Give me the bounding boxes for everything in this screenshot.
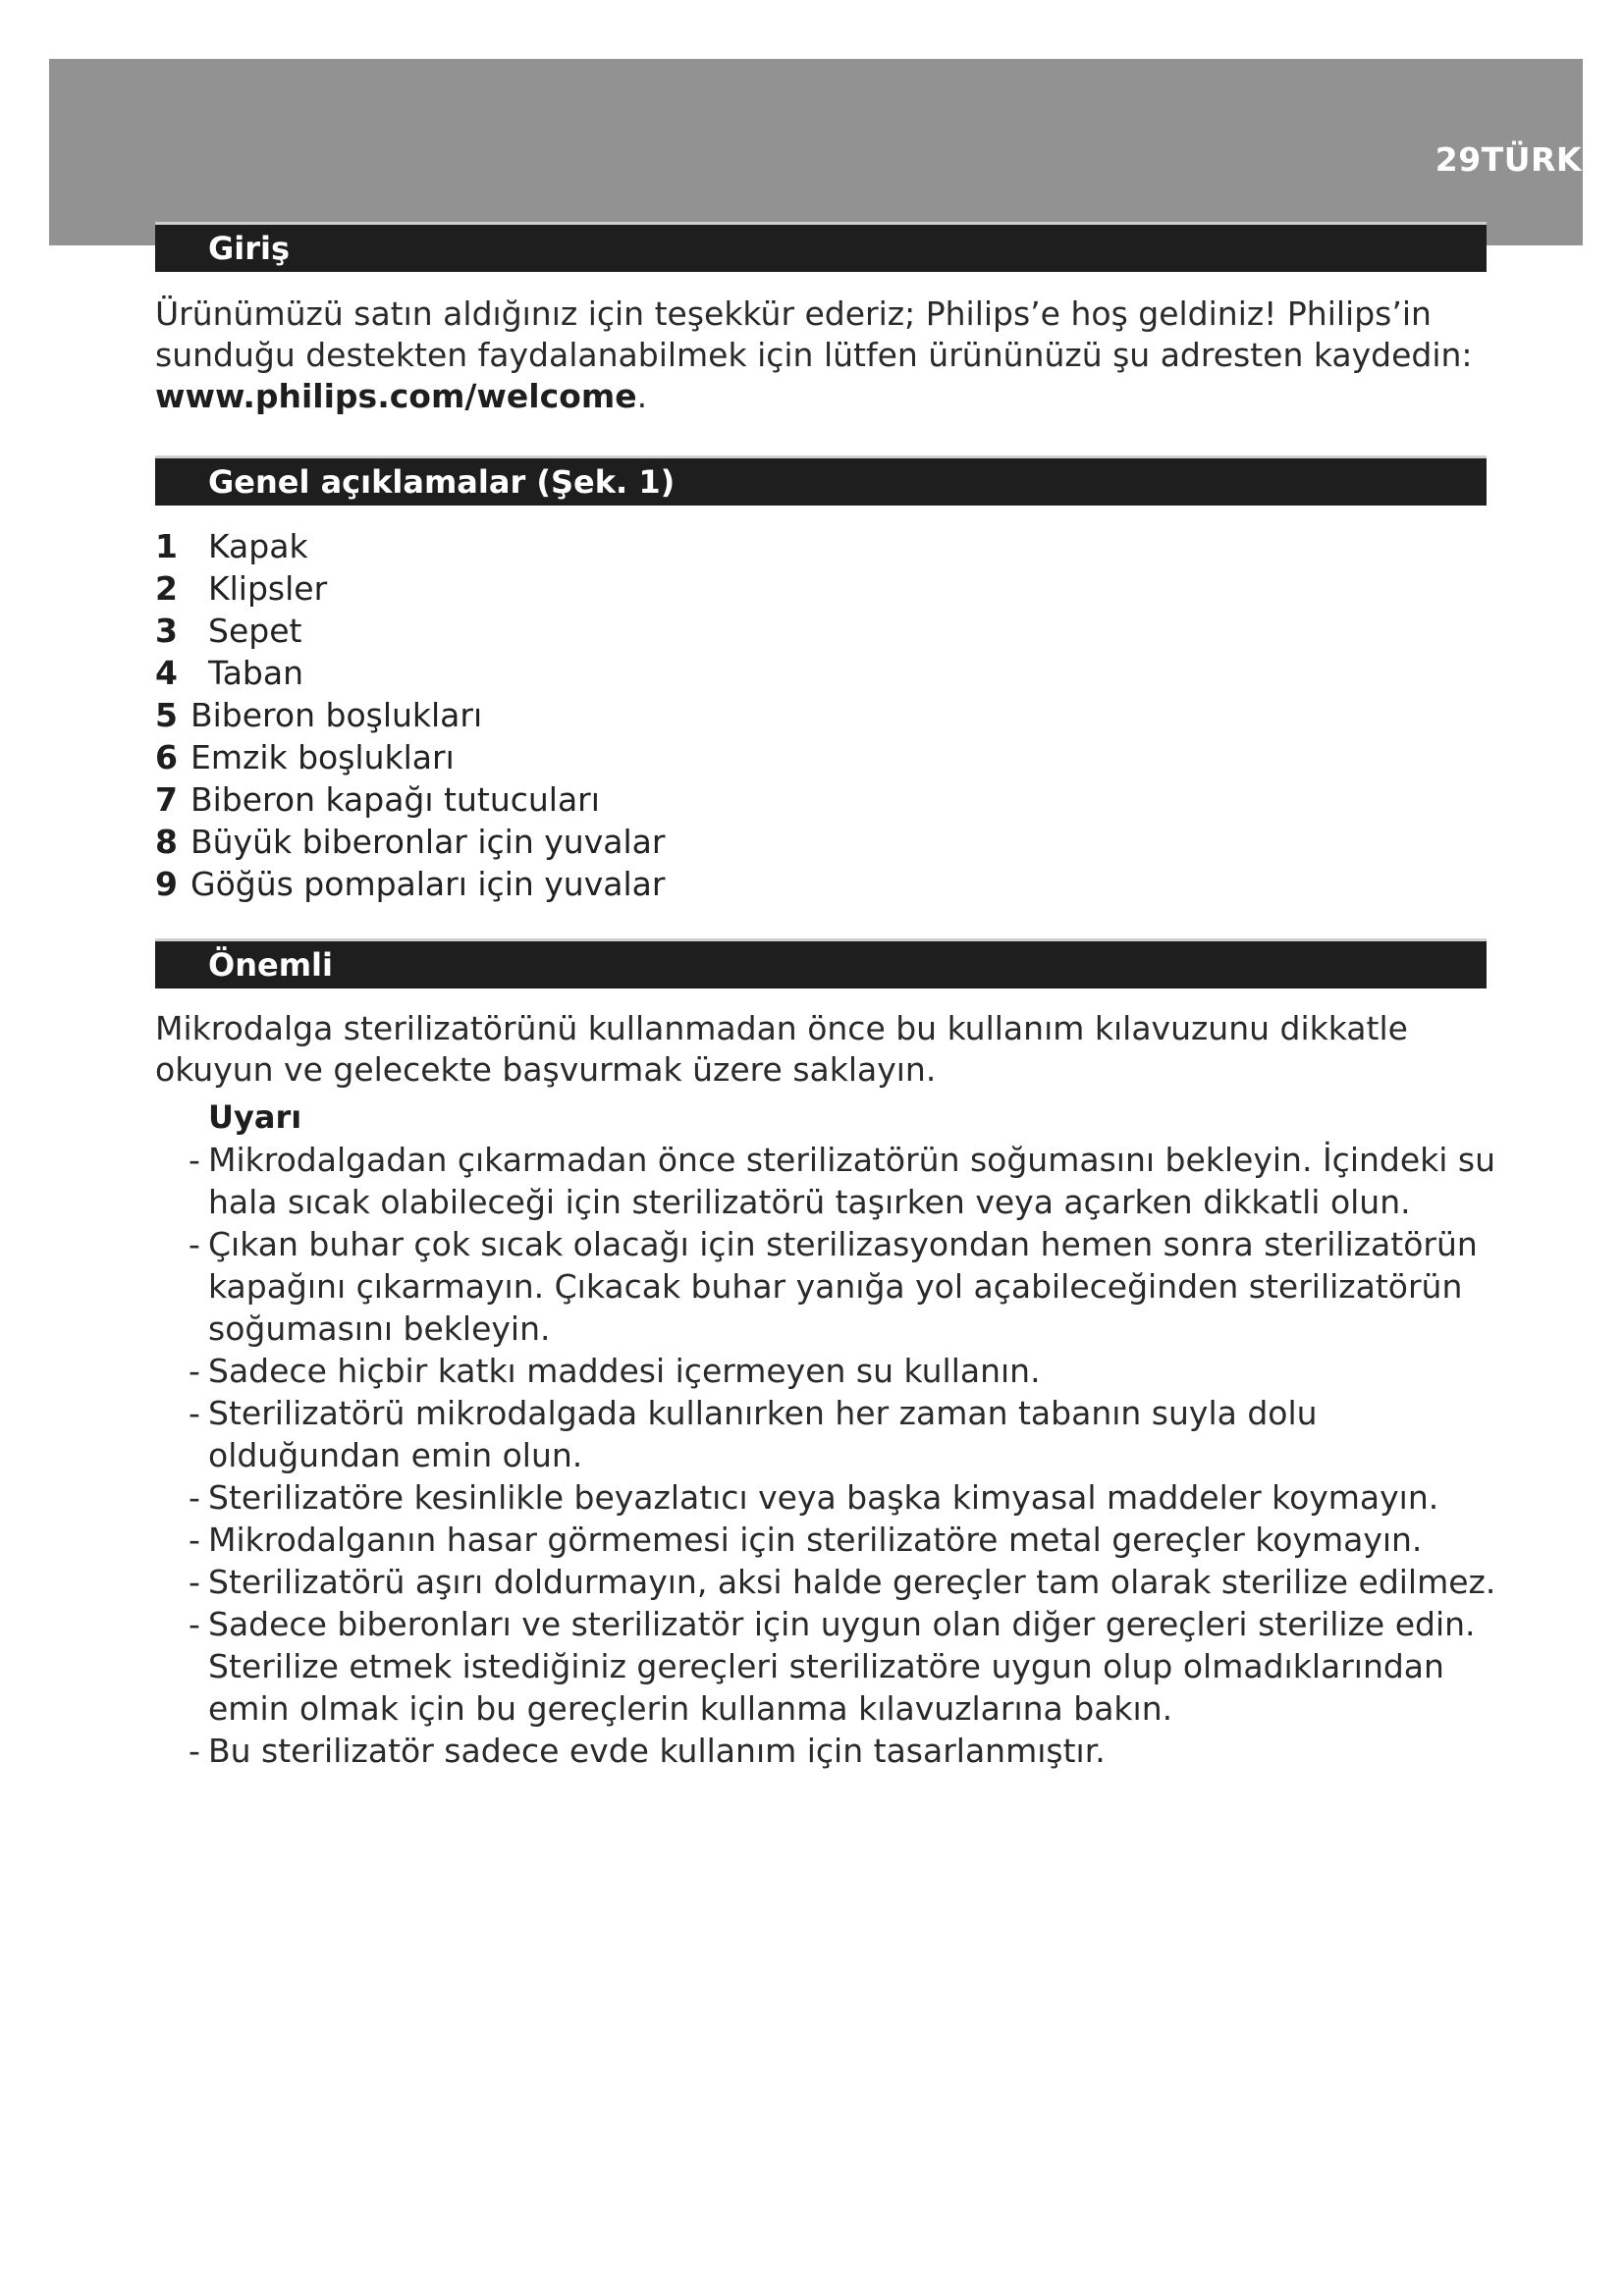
list-item (173, 1392, 1508, 1476)
item-label: Biberon kapağı tutucuları (190, 780, 600, 819)
list-item (155, 610, 665, 652)
warning-text: Sterilizatörü mikrodalgada kullanırken her zaman tabanın suyla dolu olduğundan emin olun. (208, 1394, 1318, 1474)
bullet-dash: - (189, 1605, 200, 1643)
list-item (173, 1350, 1508, 1392)
item-number: 4 (155, 654, 178, 692)
warning-text: Sadece hiçbir katkı maddesi içermeyen su kullanın. (208, 1352, 1041, 1390)
bullet-dash: - (189, 1563, 200, 1601)
bullet-dash: - (189, 1352, 200, 1390)
list-item (173, 1476, 1508, 1519)
item-label: Biberon boşlukları (190, 696, 483, 734)
section-title-intro: Giriş (155, 225, 1487, 272)
list-item (155, 736, 665, 778)
item-label: Kapak (208, 527, 308, 565)
list-item (155, 525, 665, 567)
warning-text: Bu sterilizatör sadece evde kullanım için tasarlanmıştır. (208, 1732, 1106, 1770)
item-number: 5 (155, 696, 178, 734)
list-item (155, 694, 665, 736)
parts-list (155, 525, 665, 905)
item-number: 8 (155, 823, 178, 861)
item-number: 7 (155, 780, 178, 819)
list-item (155, 863, 665, 905)
list-item (155, 778, 665, 821)
warning-text: Sadece biberonları ve sterilizatör için uygun olan diğer gereçleri sterilize edin. Sterilize etmek istediğiniz gereçleri sterilizatöre uygun olup olmadıklarından emin olmak için bu gereçlerin kullanma kılavuzlarına bakın. (208, 1605, 1476, 1728)
warning-text: Sterilizatörü aşırı doldurmayın, aksi halde gereçler tam olarak sterilize edilmez. (208, 1563, 1496, 1601)
item-number: 1 (155, 527, 178, 565)
item-number: 9 (155, 865, 178, 903)
list-item (173, 1139, 1508, 1223)
list-item (155, 652, 665, 694)
warning-text: Sterilizatöre kesinlikle beyazlatıcı veya başka kimyasal maddeler koymayın. (208, 1478, 1439, 1517)
bullet-dash: - (189, 1521, 200, 1559)
item-label: Büyük biberonlar için yuvalar (190, 823, 666, 861)
section-title-important: Önemli (155, 941, 1487, 988)
item-label: Sepet (208, 612, 302, 650)
item-number: 6 (155, 738, 178, 776)
warning-heading: Uyarı (208, 1098, 302, 1136)
list-item (173, 1561, 1508, 1603)
warning-text: Çıkan buhar çok sıcak olacağı için sterilizasyondan hemen sonra sterilizatörün kapağını çıkarmayın. Çıkacak buhar yanığa yol açabileceğinden sterilizatörün soğumasını bekleyin. (208, 1225, 1478, 1348)
list-item (173, 1223, 1508, 1350)
important-paragraph: Mikrodalga sterilizatörünü kullanmadan önce bu kullanım kılavuzunu dikkatle okuyun ve gelecekte başvurmak üzere saklayın. (155, 1009, 1408, 1089)
item-label: Taban (208, 654, 304, 692)
welcome-link[interactable]: www.philips.com/welcome (155, 377, 637, 415)
intro-paragraph (155, 294, 1500, 417)
bullet-dash: - (189, 1732, 200, 1770)
warning-list (173, 1139, 1508, 1772)
bullet-dash: - (189, 1478, 200, 1517)
list-item (173, 1730, 1508, 1772)
warning-text: Mikrodalganın hasar görmemesi için sterilizatöre metal gereçler koymayın. (208, 1521, 1423, 1559)
list-item (155, 821, 665, 863)
warning-text: Mikrodalgadan çıkarmadan önce sterilizatörün soğumasını bekleyin. İçindeki su hala sıcak olabileceği için sterilizatörü taşırken veya açarken dikkatli olun. (208, 1141, 1496, 1221)
item-number: 2 (155, 569, 178, 608)
intro-link-suffix: . (636, 377, 648, 415)
item-label: Göğüs pompaları için yuvalar (190, 865, 666, 903)
item-number: 3 (155, 612, 178, 650)
bullet-dash: - (189, 1225, 200, 1263)
header-band (49, 59, 1583, 245)
bullet-dash: - (189, 1394, 200, 1432)
item-label: Emzik boşlukları (190, 738, 455, 776)
item-label: Klipsler (208, 569, 328, 608)
list-item (155, 567, 665, 610)
list-item (173, 1519, 1508, 1561)
bullet-dash: - (189, 1141, 200, 1179)
intro-text: Ürünümüzü satın aldığınız için teşekkür ederiz; Philips’e hoş geldiniz! Philips’in sunduğu destekten faydalanabilmek için lütfen ürününüzü şu adresten kaydedin: (155, 294, 1473, 374)
list-item (173, 1603, 1508, 1730)
section-title-overview: Genel açıklamalar (Şek. 1) (155, 458, 1487, 506)
page-number-label: 29TÜRK (1435, 140, 1582, 179)
